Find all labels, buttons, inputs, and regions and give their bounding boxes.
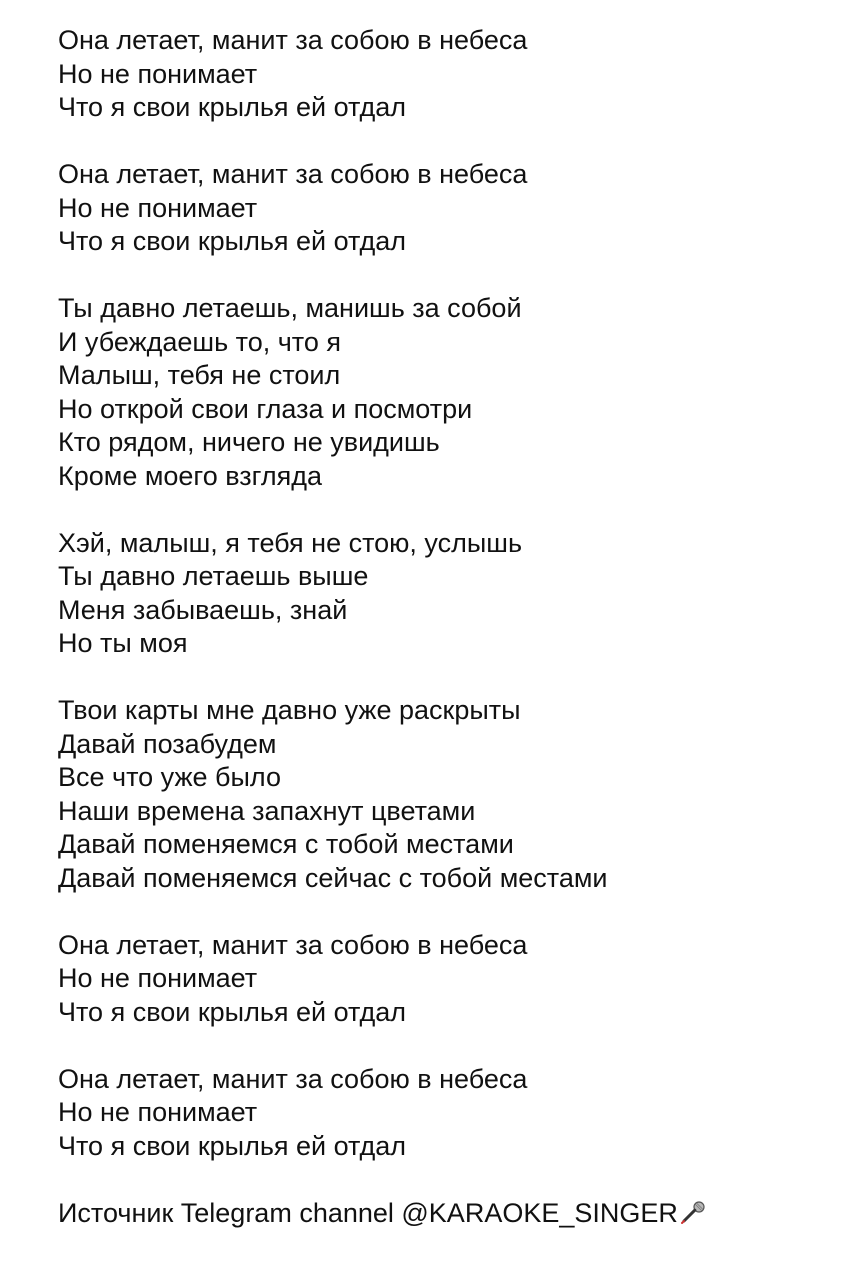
lyric-line: Давай поменяемся с тобой местами	[58, 829, 514, 859]
lyric-line: Давай поменяемся сейчас с тобой местами	[58, 862, 608, 893]
lyric-line: Она летает, манит за собою в небеса	[58, 25, 528, 55]
lyric-line: Но ты моя	[58, 628, 188, 658]
lyric-line: Наши времена запахнут цветами	[58, 795, 476, 826]
stanza-6	[58, 929, 838, 1030]
lyric-line: Твои карты мне давно уже раскрыты	[58, 695, 521, 725]
lyric-line: Все что уже было	[58, 762, 282, 792]
stanza-2	[58, 158, 838, 259]
stanza-3	[58, 292, 838, 493]
lyric-line: И убеждаешь то, что я	[58, 326, 342, 357]
lyric-line: Но открой свои глаза и посмотри	[58, 393, 473, 424]
lyric-line: Ты давно летаешь, манишь за собой	[58, 293, 522, 323]
lyric-line: Ты давно летаешь выше	[58, 561, 369, 591]
lyric-line: Но не понимает	[58, 58, 258, 89]
lyric-line: Малыш, тебя не стоил	[58, 360, 341, 390]
stanza-7	[58, 1063, 838, 1164]
lyric-line: Кто рядом, ничего не увидишь	[58, 427, 440, 457]
lyric-line: Что я свои крылья ей отдал	[58, 226, 407, 256]
stanza-4	[58, 527, 838, 661]
lyric-line: Хэй, малыш, я тебя не стою, услышь	[58, 527, 523, 558]
lyric-line: Но не понимает	[58, 963, 258, 993]
lyric-line: Но не понимает	[58, 1097, 258, 1127]
lyric-line: Меня забываешь, знай	[58, 594, 348, 625]
lyric-line: Она летает, манит за собою в небеса	[58, 159, 528, 189]
lyric-line: Что я свои крылья ей отдал	[58, 996, 407, 1027]
lyric-line: Она летает, манит за собою в небеса	[58, 929, 528, 960]
lyric-line: Что я свои крылья ей отдал	[58, 92, 407, 122]
lyric-line: Кроме моего взгляда	[58, 460, 323, 491]
lyric-line: Она летает, манит за собою в небеса	[58, 1063, 528, 1094]
lyric-line: Что я свои крылья ей отдал	[58, 1130, 407, 1161]
stanza-1	[58, 24, 838, 125]
source-text: Источник Telegram channel @KARAOKE_SINGER	[58, 1197, 678, 1228]
stanza-5	[58, 694, 838, 895]
microphone-icon	[680, 1200, 706, 1226]
lyric-line: Давай позабудем	[58, 728, 277, 759]
lyric-line: Но не понимает	[58, 192, 258, 223]
source-credit	[58, 1197, 838, 1231]
lyrics-text	[58, 24, 838, 1230]
